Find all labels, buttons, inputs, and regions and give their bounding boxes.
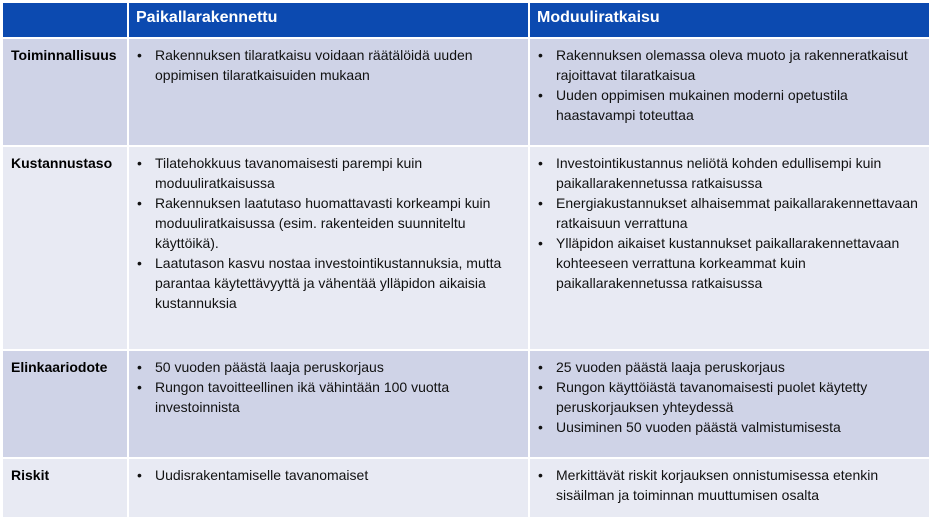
list-item xyxy=(135,465,518,485)
list-item-text: Uusiminen 50 vuoden päästä valmistumisesta xyxy=(556,419,841,435)
cell-riskit-paikallarakennettu xyxy=(128,458,529,518)
bullet-icon: • xyxy=(538,467,543,483)
list-item xyxy=(135,253,518,313)
list-item xyxy=(536,193,919,233)
bullet-list xyxy=(530,39,929,125)
table-row xyxy=(2,350,930,458)
list-item xyxy=(536,377,919,417)
list-item-text: 50 vuoden päästä laaja peruskorjaus xyxy=(155,359,384,375)
row-label-toiminnallisuus: Toiminnallisuus xyxy=(2,38,128,146)
bullet-icon: • xyxy=(538,379,543,395)
list-item-text: Laatutason kasvu nostaa investointikustannuksia, mutta parantaa käytettävyyttä ja vähentää ylläpidon aikaisia kustannuksia xyxy=(155,255,502,311)
list-item xyxy=(135,193,518,253)
row-label-riskit: Riskit xyxy=(2,458,128,518)
row-label-elinkaariodote: Elinkaariodote xyxy=(2,350,128,458)
list-item-text: 25 vuoden päästä laaja peruskorjaus xyxy=(556,359,785,375)
bullet-icon: • xyxy=(538,195,543,211)
list-item xyxy=(135,153,518,193)
list-item xyxy=(135,45,518,85)
bullet-list xyxy=(129,39,528,85)
bullet-list xyxy=(129,351,528,417)
bullet-list xyxy=(530,459,929,505)
cell-toiminnallisuus-paikallarakennettu xyxy=(128,38,529,146)
bullet-icon: • xyxy=(137,255,142,271)
bullet-icon: • xyxy=(137,467,142,483)
table-row xyxy=(2,458,930,518)
list-item xyxy=(536,357,919,377)
list-item xyxy=(536,153,919,193)
cell-toiminnallisuus-moduuliratkaisu xyxy=(529,38,930,146)
table-row xyxy=(2,146,930,350)
row-label-kustannustaso: Kustannustaso xyxy=(2,146,128,350)
list-item xyxy=(536,465,919,505)
bullet-icon: • xyxy=(137,379,142,395)
list-item xyxy=(536,85,919,125)
list-item-text: Rungon käyttöiästä tavanomaisesti puolet käytetty peruskorjauksen yhteydessä xyxy=(556,379,868,415)
bullet-list xyxy=(129,459,528,485)
list-item-text: Merkittävät riskit korjauksen onnistumisessa etenkin sisäilman ja toiminnan muuttumisen osalta xyxy=(556,467,879,503)
header-moduuliratkaisu: Moduuliratkaisu xyxy=(529,2,930,38)
bullet-icon: • xyxy=(538,359,543,375)
table-header-row xyxy=(2,2,930,38)
comparison-table xyxy=(1,1,930,519)
bullet-icon: • xyxy=(538,155,543,171)
list-item-text: Rakennuksen laatutaso huomattavasti korkeampi kuin moduuliratkaisussa (esim. rakenteiden suunniteltu käyttöikä). xyxy=(155,195,491,251)
cell-riskit-moduuliratkaisu xyxy=(529,458,930,518)
bullet-list xyxy=(530,147,929,293)
bullet-icon: • xyxy=(538,47,543,63)
list-item-text: Rakennuksen tilaratkaisu voidaan räätälöidä uuden oppimisen tilaratkaisuiden mukaan xyxy=(155,47,473,83)
list-item-text: Investointikustannus neliötä kohden edullisempi kuin paikallarakennetussa ratkaisussa xyxy=(556,155,882,191)
list-item-text: Uuden oppimisen mukainen moderni opetustila haastavampi toteuttaa xyxy=(556,87,848,123)
bullet-icon: • xyxy=(137,195,142,211)
bullet-icon: • xyxy=(137,155,142,171)
list-item xyxy=(135,357,518,377)
list-item xyxy=(536,417,919,437)
bullet-icon: • xyxy=(137,47,142,63)
list-item-text: Rungon tavoitteellinen ikä vähintään 100 vuotta investoinnista xyxy=(155,379,450,415)
list-item-text: Tilatehokkuus tavanomaisesti parempi kuin moduuliratkaisussa xyxy=(155,155,423,191)
table-row xyxy=(2,38,930,146)
list-item-text: Ylläpidon aikaiset kustannukset paikallarakennettavaan kohteeseen verrattuna korkeammat kuin paikallarakennetussa ratkaisussa xyxy=(556,235,900,291)
cell-elinkaariodote-moduuliratkaisu xyxy=(529,350,930,458)
list-item xyxy=(536,233,919,293)
cell-kustannustaso-moduuliratkaisu xyxy=(529,146,930,350)
cell-kustannustaso-paikallarakennettu xyxy=(128,146,529,350)
cell-elinkaariodote-paikallarakennettu xyxy=(128,350,529,458)
bullet-list xyxy=(129,147,528,313)
list-item-text: Rakennuksen olemassa oleva muoto ja rakenneratkaisut rajoittavat tilaratkaisua xyxy=(556,47,908,83)
bullet-icon: • xyxy=(538,235,543,251)
list-item xyxy=(135,377,518,417)
list-item-text: Energiakustannukset alhaisemmat paikallarakennettavaan ratkaisuun verrattuna xyxy=(556,195,918,231)
bullet-icon: • xyxy=(538,87,543,103)
bullet-icon: • xyxy=(538,419,543,435)
list-item xyxy=(536,45,919,85)
list-item-text: Uudisrakentamiselle tavanomaiset xyxy=(155,467,369,483)
header-corner-cell xyxy=(2,2,128,38)
bullet-icon: • xyxy=(137,359,142,375)
bullet-list xyxy=(530,351,929,437)
header-paikallarakennettu: Paikallarakennettu xyxy=(128,2,529,38)
